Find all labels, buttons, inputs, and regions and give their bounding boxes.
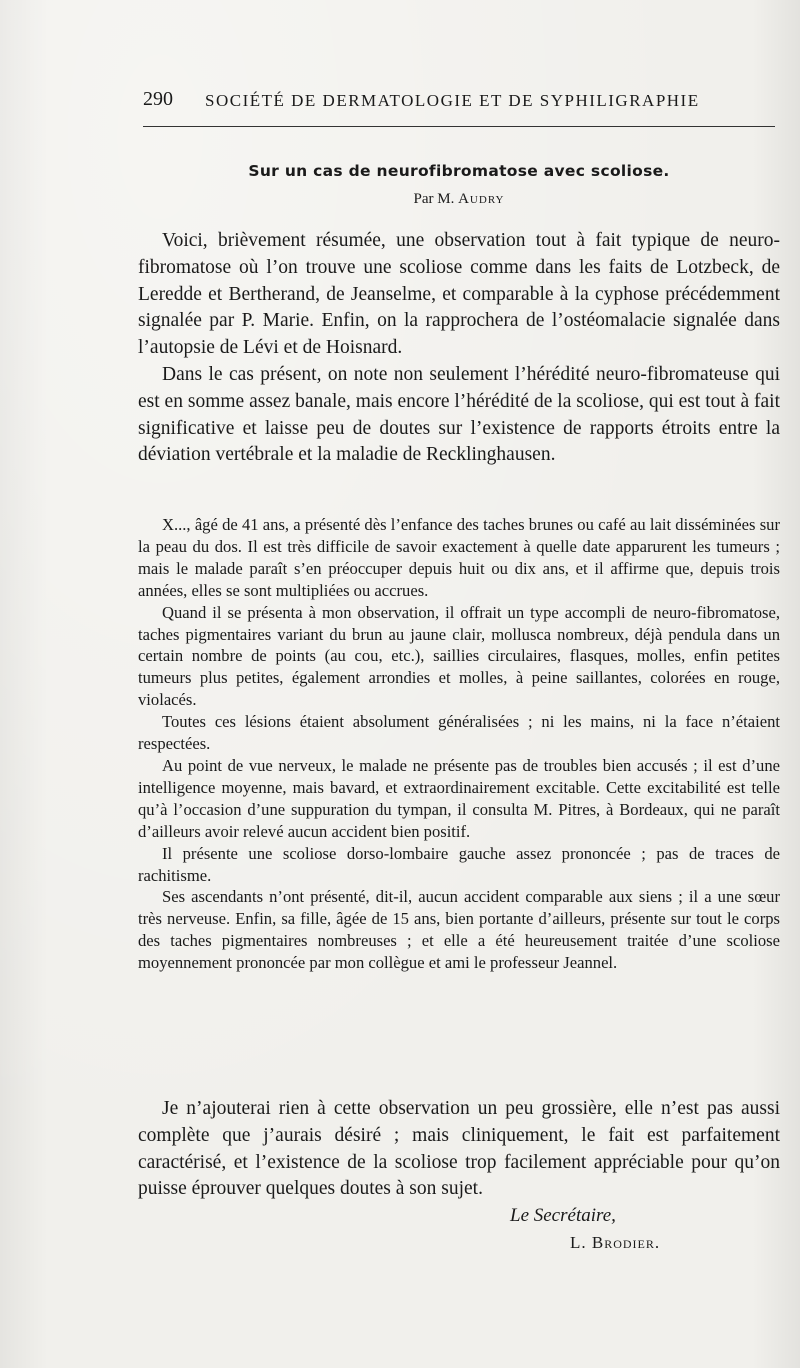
case-paragraph: X..., âgé de 41 ans, a présenté dès l’enfance des taches brunes ou café au lait disséminées sur la peau du dos. Il est très difficile de savoir exactement à quelle date apparurent les tumeurs ; mais le malade paraît s’en préoccuper depuis huit ou dix ans, et il affirme que, depuis trois années, elles se sont multipliées ou accrues. bbox=[138, 515, 780, 600]
case-paragraph: Au point de vue nerveux, le malade ne présente pas de troubles bien accusés ; il est d’une intelligence moyenne, mais bavard, et extraordinairement excitable. Cette excitabilité est telle qu’à l’occasion d’une suppuration du tympan, il consulta M. Pitres, à Bordeaux, qui ne paraît d’ailleurs avoir relevé aucun accident bien positif. bbox=[138, 755, 780, 841]
running-title: SOCIÉTÉ DE DERMATOLOGIE ET DE SYPHILIGRAPHIE bbox=[205, 91, 700, 110]
signature-role: Le Secrétaire, bbox=[510, 1205, 616, 1226]
conclusion-paragraph: Je n’ajouterai rien à cette observation un peu grossière, elle n’est pas aussi complète que j’aurais désiré ; mais cliniquement, le fait est parfaitement caractérisé, et l’existence de la scoliose trop facilement appréciable pour qu’on puisse éprouver quelques doutes à son sujet. bbox=[138, 1098, 780, 1200]
intro-paragraph: Dans le cas présent, on note non seulement l’hérédité neuro-fibromateuse qui est en somme assez banale, mais encore l’hérédité de la scoliose, qui est tout à fait significative et laisse peu de doutes sur l’existence de rapports étroits entre la déviation vertébrale et la maladie de Recklinghausen. bbox=[138, 363, 780, 466]
byline-prefix: Par M. bbox=[413, 191, 455, 207]
conclusion-section bbox=[138, 1096, 780, 1203]
intro-paragraph: Voici, brièvement résumée, une observation tout à fait typique de neuro-fibromatose où l’on trouve une scoliose comme dans les faits de Lotzbeck, de Leredde et Bertherand, de Jeanselme, et comparable à la cyphose précédemment signalée par P. Marie. Enfin, on la rapprochera de l’ostéomalacie signalée dans l’autopsie de Lévi et de Hoisnard. bbox=[138, 230, 780, 359]
page-number: 290 bbox=[143, 88, 173, 110]
page-header bbox=[143, 88, 775, 118]
case-paragraph: Toutes ces lésions étaient absolument généralisées ; ni les mains, ni la face n’étaient respectées. bbox=[138, 712, 780, 754]
header-rule bbox=[143, 126, 775, 127]
intro-section bbox=[138, 228, 780, 469]
case-paragraph: Quand il se présenta à mon observation, il offrait un type accompli de neuro-fibromatose, taches pigmentaires variant du brun au jaune clair, mollusca nombreux, déjà pendula dans un certain nombre de points (au cou, etc.), saillies circulaires, flasques, molles, enfin petites tumeurs plus petites, également arrondies et molles, à peine saillantes, colorées en rouge, violacés. bbox=[138, 602, 780, 710]
author-name: Audry bbox=[458, 191, 505, 207]
article-title: Sur un cas de neurofibromatose avec scoliose. bbox=[248, 162, 670, 180]
case-paragraph: Il présente une scoliose dorso-lombaire gauche assez prononcée ; pas de traces de rachitisme. bbox=[138, 843, 780, 885]
case-paragraph: Ses ascendants n’ont présenté, dit-il, aucun accident comparable aux siens ; il a une sœur très nerveuse. Enfin, sa fille, âgée de 15 ans, bien portante d’ailleurs, présente sur tout le corps des taches pigmentaires nombreuses ; et elle a été heureusement traitée d’une scoliose moyennement prononcée par mon collègue et ami le professeur Jeannel. bbox=[138, 887, 780, 973]
signature-name: L. Brodier. bbox=[570, 1233, 661, 1252]
signature-block bbox=[500, 1205, 780, 1253]
article-byline bbox=[143, 191, 775, 208]
case-report-section bbox=[138, 514, 780, 974]
